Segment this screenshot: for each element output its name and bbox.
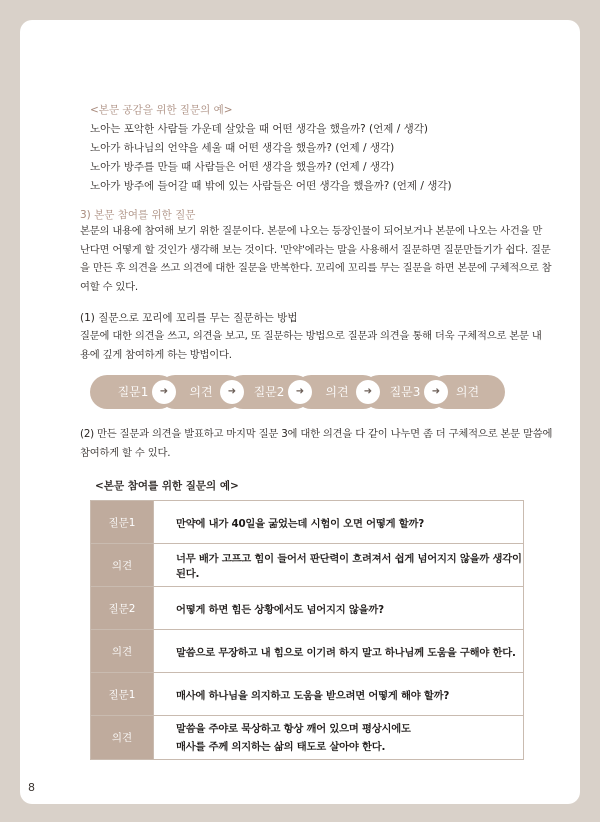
subsection2-body-line: 참여하게 할 수 있다. (80, 446, 171, 459)
row-text (154, 716, 524, 760)
empathy-examples-title: <본문 공감을 위한 질문의 예> (90, 104, 233, 116)
row-label: 의견 (91, 716, 154, 760)
section3-body-line: 여할 수 있다. (80, 280, 138, 293)
arrow-right-icon: ➜ (288, 380, 312, 404)
table-row (91, 587, 524, 630)
section3-heading: 3) 본문 참여를 위한 질문 (80, 209, 196, 221)
section3-body-line: 본문의 내용에 참여해 보기 위한 질문이다. 본문에 나오는 등장인물이 되어보거나 본문에 나오는 사건을 만 (80, 225, 543, 237)
flow-step-question2: 질문2 (226, 375, 312, 409)
flow-step-opinion3: 의견 (430, 375, 505, 409)
row-label: 의견 (91, 544, 154, 587)
row-text: 만약에 내가 40일을 굶었는데 시험이 오면 어떻게 할까? (154, 501, 524, 544)
row-text: 말씀으로 무장하고 내 힘으로 이기려 하지 말고 하나님께 도움을 구해야 한다. (154, 630, 524, 673)
table-row (91, 716, 524, 760)
row-text: 너무 배가 고프고 힘이 들어서 판단력이 흐려져서 쉽게 넘어지지 않을까 생각이 된다. (154, 544, 524, 587)
empathy-example-3: 노아가 방주를 만들 때 사람들은 어떤 생각을 했을까? (언제 / 생각) (90, 161, 395, 173)
flow-step-opinion2: 의견 (294, 375, 380, 409)
section3-body-line: 을 만든 후 의견을 쓰고 의견에 대한 질문을 반복한다. 꼬리에 꼬리를 무는 질문을 하면 본문에 구체적으로 참 (80, 262, 552, 274)
flow-step-question3: 질문3 (362, 375, 448, 409)
flow-step-question1: 질문1 (90, 375, 176, 409)
subsection1-body-line: 용에 깊게 참여하게 하는 방법이다. (80, 348, 232, 361)
row-text: 어떻게 하면 힘든 상황에서도 넘어지지 않을까? (154, 587, 524, 630)
table-row (91, 673, 524, 716)
arrow-right-icon: ➜ (356, 380, 380, 404)
subsection2-body-line: (2) 만든 질문과 의견을 발표하고 마지막 질문 3에 대한 의견을 다 같이 나누면 좀 더 구체적으로 본문 말씀에 (80, 428, 553, 440)
question-flow (90, 375, 505, 409)
empathy-example-1: 노아는 포악한 사람들 가운데 살았을 때 어떤 생각을 했을까? (언제 / 생각) (90, 123, 429, 135)
arrow-right-icon: ➜ (220, 380, 244, 404)
subsection1-heading: (1) 질문으로 꼬리에 꼬리를 무는 질문하는 방법 (80, 312, 298, 324)
row-label: 질문1 (91, 673, 154, 716)
subsection1-body (80, 327, 542, 364)
row-text: 매사에 하나님을 의지하고 도움을 받으려면 어떻게 해야 할까? (154, 673, 524, 716)
subsection2-body (80, 425, 552, 462)
row-label: 질문2 (91, 587, 154, 630)
table-row (91, 501, 524, 544)
empathy-example-4: 노아가 방주에 들어갈 때 밖에 있는 사람들은 어떤 생각을 했을까? (언제 / 생각) (90, 180, 452, 192)
table-row (91, 630, 524, 673)
page-number: 8 (28, 781, 35, 794)
row-label: 의견 (91, 630, 154, 673)
arrow-right-icon: ➜ (424, 380, 448, 404)
row-label: 질문1 (91, 501, 154, 544)
subsection1-body-line: 질문에 대한 의견을 쓰고, 의견을 보고, 또 질문하는 방법으로 질문과 의견을 통해 더욱 구체적으로 본문 내 (80, 330, 542, 342)
arrow-right-icon: ➜ (152, 380, 176, 404)
row-text-line: 말씀을 주야로 묵상하고 항상 깨어 있으며 평상시에도 (176, 722, 411, 735)
row-text-line: 매사를 주께 의지하는 삶의 태도로 살아야 한다. (176, 740, 386, 753)
section3-body (80, 222, 551, 296)
participation-examples-table (90, 500, 524, 760)
section3-body-line: 난다면 어떻게 할 것인가 생각해 보는 것이다. '만약'에라는 말을 사용해서 질문하면 질문만들기가 쉽다. 질문 (80, 243, 551, 256)
participation-examples-title: <본문 참여를 위한 질문의 예> (95, 480, 239, 492)
flow-step-opinion1: 의견 (158, 375, 244, 409)
table-row (91, 544, 524, 587)
empathy-example-2: 노아가 하나님의 언약을 세울 때 어떤 생각을 했을까? (언제 / 생각) (90, 142, 395, 154)
